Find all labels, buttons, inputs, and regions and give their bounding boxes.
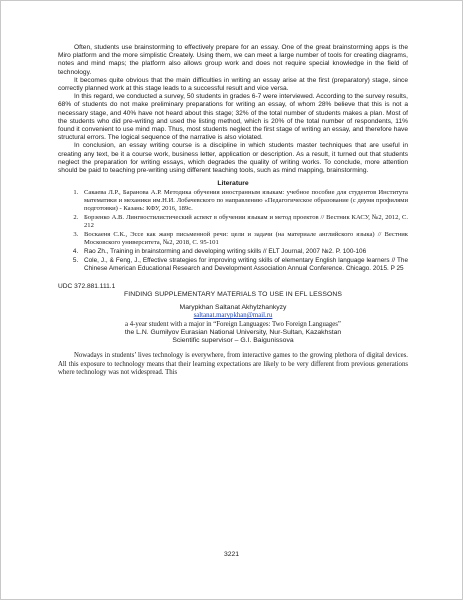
article-intro-paragraph: Nowadays in students’ lives technology is everywhere, from interactive games to the growing plethora of digital devices. All this exposure to technology means that their learning expectations are likely to be very different from previous generations where technology was not widespread. This bbox=[58, 352, 408, 377]
author-email-link[interactable]: saltanat.marypkhan@mail.ru bbox=[193, 312, 273, 320]
body-paragraph-1: Often, students use brainstorming to effectively prepare for an essay. One of the great brainstorming apps is the Miro platform and the more simplistic Creately. Using them, we can meet a large number of tools for creating diagrams, notes and mind maps; the platform also allows group work and does not require special knowledge in the field of technology. bbox=[58, 44, 408, 76]
reference-item: 5. Cole, J., & Feng, J., Effective strategies for improving writing skills of elementary English language learners // The Chinese American Educational Research and Development Association Annual Conference. Chicago. 2015. P 25 bbox=[80, 257, 408, 273]
reference-item: 4. Rao Zh., Training in brainstorming and developing writing skills // ELT Journal, 2007 №2. P. 100-106 bbox=[80, 248, 408, 256]
reference-item: 1. Сакаева Л.Р., Баранова А.Р. Методика обучения иностранным языкам: учебное пособие для студентов Института математики и механики им.Н.И. Лобачевского по направлению «Педагогическое образование (с двумя профилями подготовки) - Казань: КФУ, 2016, 189с. bbox=[80, 189, 408, 213]
page-number: 3221 bbox=[223, 551, 240, 558]
author-affiliation-university: the L.N. Gumilyov Eurasian National University, Nur-Sultan, Kazakhstan bbox=[124, 328, 342, 336]
reference-list bbox=[58, 189, 408, 273]
body-paragraph-3: In this regard, we conducted a survey, 50 students in grades 6-7 were interviewed. According to the survey results, 68% of students do not make preliminary preparations for writing an essay, of whom 28% believe that this is not a necessary stage, and 40% have not heard about this stage; 32% of the total number of students makes a plan. Most of the students who did pre-writing and used the listing method, which is 20% of the total number of respondents, 11% found it convenient to use mind map. Thus, most students neglect the first stage of writing an essay, and therefore have structural errors. The logical sequence of the narrative is also violated. bbox=[58, 93, 408, 142]
author-affiliation-major: a 4-year student with a major in “Foreign Languages: Two Foreign Languages” bbox=[125, 320, 341, 328]
author-name: Marypkhan Saltanat Akhylzhankyzy bbox=[179, 304, 287, 312]
author-block bbox=[58, 304, 408, 345]
body-paragraph-2: It becomes quite obvious that the main difficulties in writing an essay arise at the first (preparatory) stage, since correctly planned work at this stage leads to a successful result and vice versa. bbox=[58, 76, 408, 93]
page-content bbox=[58, 44, 408, 377]
reference-item: 3. Воскаеня С.К., Эссе как жанр письменной речи: цели и задачи (на материале английского языка) // Вестник Московского университета, №2, 2018, С. 95-101 bbox=[80, 231, 408, 247]
body-paragraph-4: In conclusion, an essay writing course is a discipline in which students master techniques that are useful in creating any text, be it a course work, business letter, application or description. As a result, it turned out that students neglect the preparation for writing essays, which degrades the quality of writing works. To conclude, more attention should be paid to teaching pre-writing using different teaching tools, such as mind mapping, brainstorming. bbox=[58, 142, 408, 175]
reference-item: 2. Борзенко А.В. Лингвостилистический аспект в обучении языкам и метод проектов // Вестник КАСУ, №2, 2012, С. 212 bbox=[80, 214, 408, 230]
literature-heading: Literature bbox=[217, 180, 249, 188]
article-title: FINDING SUPPLEMENTARY MATERIALS TO USE IN EFL LESSONS bbox=[123, 291, 343, 299]
udc-code: UDC 372.881.111.1 bbox=[58, 283, 116, 291]
scientific-supervisor: Scientific supervisor – G.I. Baigunissova bbox=[172, 337, 294, 345]
